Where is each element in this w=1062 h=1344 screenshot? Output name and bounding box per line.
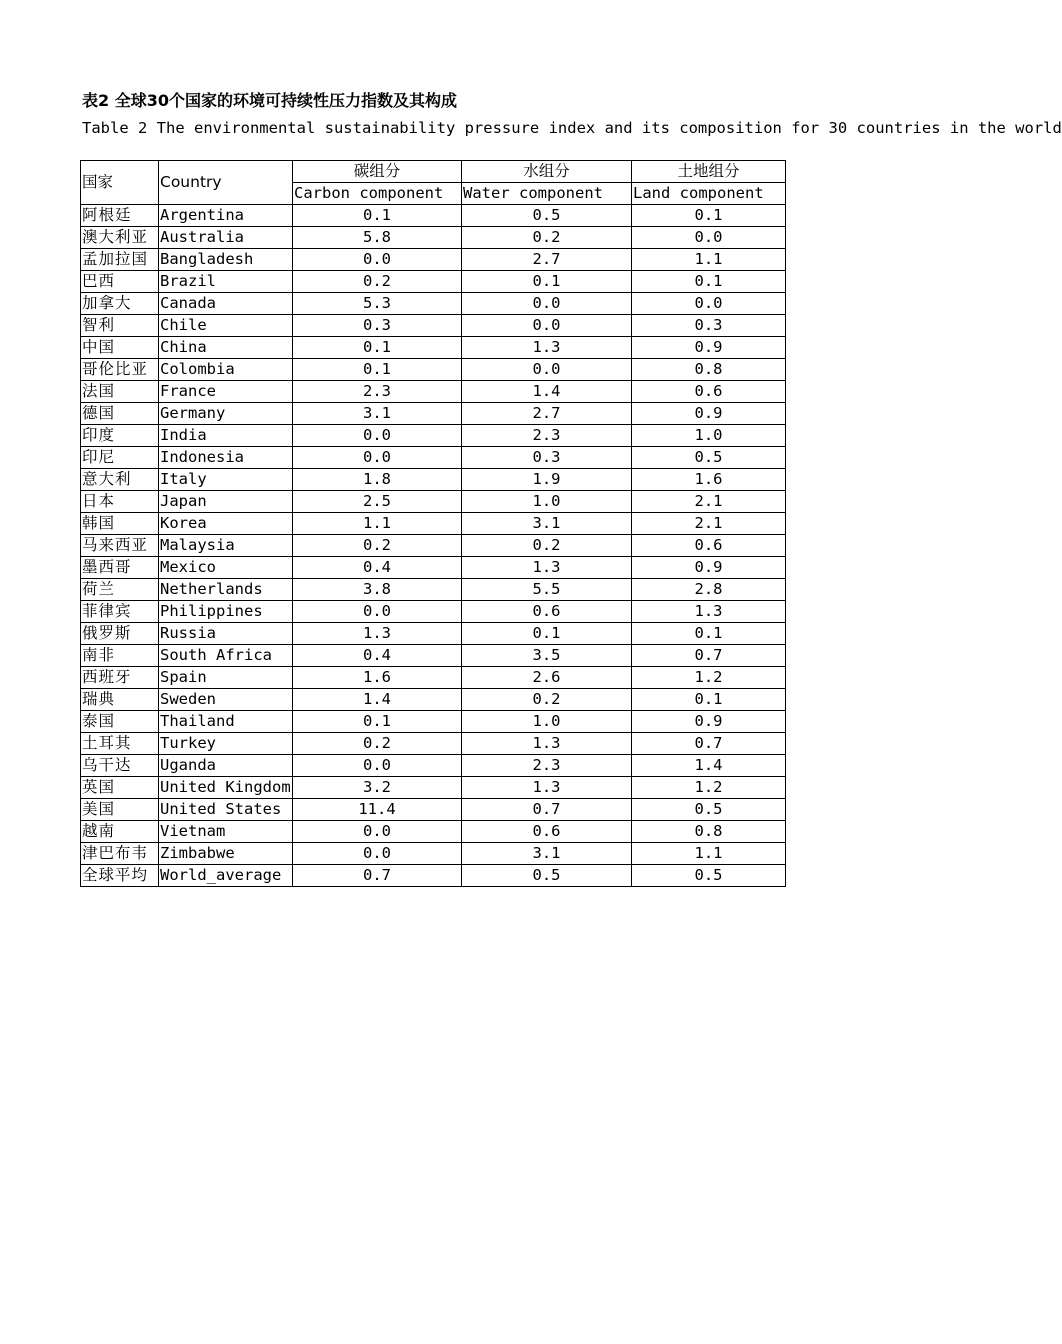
cell-water-component: 3.1 xyxy=(462,513,632,535)
header-land-english: Land component xyxy=(632,183,786,205)
cell-water-component: 0.2 xyxy=(462,689,632,711)
cell-water-component: 0.1 xyxy=(462,271,632,293)
header-carbon-chinese: 碳组分 xyxy=(293,161,462,183)
header-land-chinese: 土地组分 xyxy=(632,161,786,183)
cell-country-chinese: 哥伦比亚 xyxy=(81,359,159,381)
cell-country-english: India xyxy=(159,425,293,447)
cell-land-component: 1.1 xyxy=(632,843,786,865)
cell-country-english: United States xyxy=(159,799,293,821)
cell-land-component: 0.9 xyxy=(632,403,786,425)
cell-carbon-component: 5.3 xyxy=(293,293,462,315)
cell-water-component: 2.6 xyxy=(462,667,632,689)
cell-water-component: 2.3 xyxy=(462,425,632,447)
table-row xyxy=(81,777,786,799)
cell-carbon-component: 0.0 xyxy=(293,425,462,447)
cell-country-english: Netherlands xyxy=(159,579,293,601)
cell-country-chinese: 中国 xyxy=(81,337,159,359)
cell-land-component: 0.1 xyxy=(632,205,786,227)
cell-carbon-component: 1.8 xyxy=(293,469,462,491)
cell-country-english: France xyxy=(159,381,293,403)
table-row xyxy=(81,315,786,337)
cell-country-english: Uganda xyxy=(159,755,293,777)
cell-carbon-component: 0.4 xyxy=(293,645,462,667)
cell-country-chinese: 越南 xyxy=(81,821,159,843)
cell-carbon-component: 0.7 xyxy=(293,865,462,887)
cell-country-chinese: 法国 xyxy=(81,381,159,403)
cell-country-english: China xyxy=(159,337,293,359)
cell-land-component: 0.9 xyxy=(632,557,786,579)
cell-carbon-component: 2.3 xyxy=(293,381,462,403)
cell-water-component: 0.7 xyxy=(462,799,632,821)
sustainability-pressure-table xyxy=(80,160,786,887)
cell-carbon-component: 3.8 xyxy=(293,579,462,601)
table-row xyxy=(81,865,786,887)
cell-carbon-component: 0.0 xyxy=(293,755,462,777)
cell-carbon-component: 0.2 xyxy=(293,271,462,293)
cell-country-english: Korea xyxy=(159,513,293,535)
cell-country-chinese: 韩国 xyxy=(81,513,159,535)
table-body xyxy=(81,205,786,887)
cell-country-english: Italy xyxy=(159,469,293,491)
table-row xyxy=(81,513,786,535)
cell-country-english: Philippines xyxy=(159,601,293,623)
cell-water-component: 2.7 xyxy=(462,249,632,271)
cell-water-component: 1.0 xyxy=(462,711,632,733)
cell-land-component: 1.6 xyxy=(632,469,786,491)
table-row xyxy=(81,821,786,843)
cell-country-chinese: 津巴布韦 xyxy=(81,843,159,865)
table-row xyxy=(81,689,786,711)
cell-country-chinese: 泰国 xyxy=(81,711,159,733)
cell-carbon-component: 0.1 xyxy=(293,337,462,359)
table-row xyxy=(81,425,786,447)
cell-water-component: 5.5 xyxy=(462,579,632,601)
cell-land-component: 1.2 xyxy=(632,777,786,799)
cell-carbon-component: 0.0 xyxy=(293,601,462,623)
cell-carbon-component: 0.0 xyxy=(293,843,462,865)
table-row xyxy=(81,381,786,403)
cell-carbon-component: 0.3 xyxy=(293,315,462,337)
cell-country-english: United Kingdom xyxy=(159,777,293,799)
table-row xyxy=(81,667,786,689)
cell-land-component: 0.6 xyxy=(632,535,786,557)
cell-country-english: Russia xyxy=(159,623,293,645)
cell-country-english: Vietnam xyxy=(159,821,293,843)
cell-water-component: 0.2 xyxy=(462,535,632,557)
header-water-english: Water component xyxy=(462,183,632,205)
table-row xyxy=(81,271,786,293)
header-country-english: Country xyxy=(159,161,293,205)
cell-water-component: 0.5 xyxy=(462,865,632,887)
cell-carbon-component: 0.2 xyxy=(293,733,462,755)
cell-water-component: 0.6 xyxy=(462,821,632,843)
table-row xyxy=(81,227,786,249)
cell-country-chinese: 荷兰 xyxy=(81,579,159,601)
cell-water-component: 2.3 xyxy=(462,755,632,777)
cell-land-component: 0.1 xyxy=(632,623,786,645)
cell-water-component: 0.3 xyxy=(462,447,632,469)
cell-land-component: 0.6 xyxy=(632,381,786,403)
cell-land-component: 0.9 xyxy=(632,337,786,359)
cell-land-component: 0.5 xyxy=(632,447,786,469)
cell-water-component: 1.3 xyxy=(462,733,632,755)
cell-land-component: 1.0 xyxy=(632,425,786,447)
cell-carbon-component: 5.8 xyxy=(293,227,462,249)
table-row xyxy=(81,535,786,557)
cell-water-component: 0.0 xyxy=(462,315,632,337)
cell-water-component: 2.7 xyxy=(462,403,632,425)
cell-country-english: Australia xyxy=(159,227,293,249)
cell-water-component: 1.0 xyxy=(462,491,632,513)
cell-water-component: 1.4 xyxy=(462,381,632,403)
table-row xyxy=(81,733,786,755)
cell-carbon-component: 3.2 xyxy=(293,777,462,799)
cell-country-english: Mexico xyxy=(159,557,293,579)
cell-land-component: 1.3 xyxy=(632,601,786,623)
cell-carbon-component: 0.0 xyxy=(293,447,462,469)
cell-water-component: 0.6 xyxy=(462,601,632,623)
cell-land-component: 1.1 xyxy=(632,249,786,271)
cell-carbon-component: 1.1 xyxy=(293,513,462,535)
cell-country-chinese: 阿根廷 xyxy=(81,205,159,227)
cell-land-component: 1.2 xyxy=(632,667,786,689)
cell-water-component: 1.3 xyxy=(462,557,632,579)
cell-carbon-component: 0.1 xyxy=(293,711,462,733)
cell-land-component: 0.9 xyxy=(632,711,786,733)
cell-land-component: 0.5 xyxy=(632,799,786,821)
cell-land-component: 2.1 xyxy=(632,491,786,513)
cell-country-chinese: 俄罗斯 xyxy=(81,623,159,645)
cell-country-chinese: 巴西 xyxy=(81,271,159,293)
table-row xyxy=(81,645,786,667)
cell-carbon-component: 0.0 xyxy=(293,249,462,271)
table-row xyxy=(81,359,786,381)
cell-country-chinese: 瑞典 xyxy=(81,689,159,711)
table-row xyxy=(81,249,786,271)
cell-land-component: 1.4 xyxy=(632,755,786,777)
cell-country-english: Germany xyxy=(159,403,293,425)
cell-country-chinese: 菲律宾 xyxy=(81,601,159,623)
cell-country-chinese: 德国 xyxy=(81,403,159,425)
cell-country-english: Zimbabwe xyxy=(159,843,293,865)
cell-carbon-component: 11.4 xyxy=(293,799,462,821)
cell-country-chinese: 日本 xyxy=(81,491,159,513)
cell-country-chinese: 土耳其 xyxy=(81,733,159,755)
cell-country-chinese: 美国 xyxy=(81,799,159,821)
cell-water-component: 0.0 xyxy=(462,293,632,315)
table-row xyxy=(81,601,786,623)
cell-country-english: Sweden xyxy=(159,689,293,711)
cell-country-english: Malaysia xyxy=(159,535,293,557)
table-row xyxy=(81,579,786,601)
cell-land-component: 0.1 xyxy=(632,689,786,711)
table-row xyxy=(81,293,786,315)
cell-water-component: 3.1 xyxy=(462,843,632,865)
cell-country-chinese: 加拿大 xyxy=(81,293,159,315)
cell-country-english: Colombia xyxy=(159,359,293,381)
cell-country-chinese: 西班牙 xyxy=(81,667,159,689)
table-row xyxy=(81,447,786,469)
table-row xyxy=(81,337,786,359)
cell-carbon-component: 1.3 xyxy=(293,623,462,645)
cell-land-component: 2.8 xyxy=(632,579,786,601)
cell-country-chinese: 乌干达 xyxy=(81,755,159,777)
header-country-chinese: 国家 xyxy=(81,161,159,205)
cell-carbon-component: 1.4 xyxy=(293,689,462,711)
cell-country-english: Japan xyxy=(159,491,293,513)
table-row xyxy=(81,491,786,513)
cell-land-component: 0.0 xyxy=(632,293,786,315)
cell-country-english: Spain xyxy=(159,667,293,689)
cell-country-chinese: 全球平均 xyxy=(81,865,159,887)
table-title-chinese: 表2 全球30个国家的环境可持续性压力指数及其构成 xyxy=(82,91,457,110)
cell-land-component: 0.5 xyxy=(632,865,786,887)
cell-country-chinese: 澳大利亚 xyxy=(81,227,159,249)
cell-water-component: 3.5 xyxy=(462,645,632,667)
header-water-chinese: 水组分 xyxy=(462,161,632,183)
cell-country-english: South Africa xyxy=(159,645,293,667)
cell-carbon-component: 0.1 xyxy=(293,205,462,227)
cell-country-chinese: 印度 xyxy=(81,425,159,447)
table-row xyxy=(81,755,786,777)
cell-country-chinese: 意大利 xyxy=(81,469,159,491)
cell-water-component: 0.2 xyxy=(462,227,632,249)
cell-country-chinese: 马来西亚 xyxy=(81,535,159,557)
cell-carbon-component: 0.1 xyxy=(293,359,462,381)
cell-country-chinese: 墨西哥 xyxy=(81,557,159,579)
cell-country-chinese: 孟加拉国 xyxy=(81,249,159,271)
cell-country-english: Brazil xyxy=(159,271,293,293)
cell-land-component: 0.3 xyxy=(632,315,786,337)
cell-country-english: Chile xyxy=(159,315,293,337)
cell-water-component: 0.0 xyxy=(462,359,632,381)
table-row xyxy=(81,205,786,227)
cell-water-component: 1.9 xyxy=(462,469,632,491)
cell-country-chinese: 印尼 xyxy=(81,447,159,469)
table-row xyxy=(81,403,786,425)
header-carbon-english: Carbon component xyxy=(293,183,462,205)
cell-land-component: 0.8 xyxy=(632,359,786,381)
cell-land-component: 2.1 xyxy=(632,513,786,535)
table-row xyxy=(81,557,786,579)
table-row xyxy=(81,711,786,733)
cell-water-component: 0.1 xyxy=(462,623,632,645)
cell-country-chinese: 英国 xyxy=(81,777,159,799)
cell-land-component: 0.1 xyxy=(632,271,786,293)
table-title-english: Table 2 The environmental sustainability pressure index and its composition for 30 countries in the world xyxy=(82,119,1062,137)
cell-carbon-component: 3.1 xyxy=(293,403,462,425)
table-row xyxy=(81,799,786,821)
cell-water-component: 1.3 xyxy=(462,337,632,359)
cell-carbon-component: 2.5 xyxy=(293,491,462,513)
cell-carbon-component: 0.0 xyxy=(293,821,462,843)
cell-land-component: 0.7 xyxy=(632,645,786,667)
cell-carbon-component: 0.4 xyxy=(293,557,462,579)
cell-water-component: 0.5 xyxy=(462,205,632,227)
cell-land-component: 0.7 xyxy=(632,733,786,755)
cell-country-english: World_average xyxy=(159,865,293,887)
cell-country-english: Bangladesh xyxy=(159,249,293,271)
cell-country-english: Indonesia xyxy=(159,447,293,469)
cell-carbon-component: 0.2 xyxy=(293,535,462,557)
cell-country-chinese: 南非 xyxy=(81,645,159,667)
cell-country-english: Argentina xyxy=(159,205,293,227)
cell-country-english: Canada xyxy=(159,293,293,315)
cell-country-english: Turkey xyxy=(159,733,293,755)
table-row xyxy=(81,843,786,865)
cell-country-english: Thailand xyxy=(159,711,293,733)
table-row xyxy=(81,469,786,491)
header-row-chinese xyxy=(81,161,786,183)
cell-land-component: 0.8 xyxy=(632,821,786,843)
cell-country-chinese: 智利 xyxy=(81,315,159,337)
cell-water-component: 1.3 xyxy=(462,777,632,799)
table-row xyxy=(81,623,786,645)
cell-carbon-component: 1.6 xyxy=(293,667,462,689)
cell-land-component: 0.0 xyxy=(632,227,786,249)
